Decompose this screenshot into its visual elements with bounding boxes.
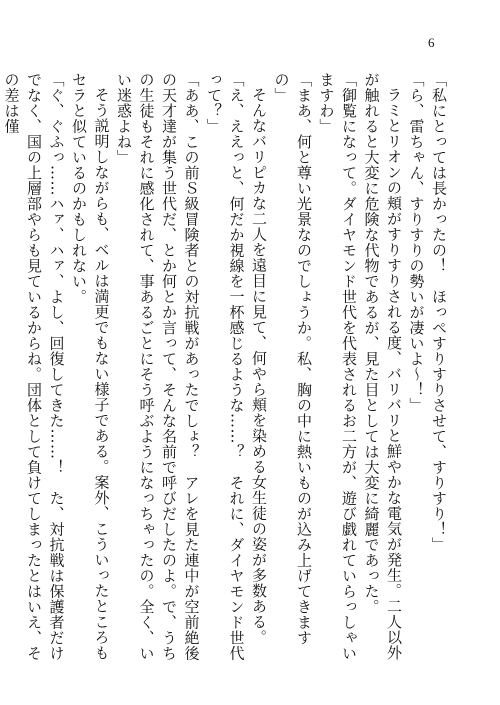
paragraph-3: ラミとリオンの頬がすりすりされる度、バリバリと鮮やかな電気が発生。二人以外が触れると大変に危険な代物であるが、見た目としては大変に綺麗であった。: [362, 72, 403, 661]
paragraph-9: そう説明しながらも、ベルは満更でもない様子である。案外、こういったところもセラと似ているのかもしれない。: [70, 72, 111, 661]
paragraph-8: 「ああ、この前Ｓ級冒険者との対抗戦があったでしょ？ アレを見た連中が空前絶後の天才達が集う世代だ、とか何とか言って、そんな名前で呼びだしたのよ。で、うちの生徒もそれに感化されて、事あるごとにそう呼ぶようになっちゃったの。全く、いい迷惑よね」: [115, 72, 201, 661]
paragraph-2: 「ら、雷ちゃん、すりすりの勢いが凄いよ〜！」: [407, 72, 426, 413]
vertical-text-body: [2, 72, 450, 662]
paragraph-7: 「え、ええっと、何だか視線を一杯感じるような……？ それに、ダイヤモンド世代って？」: [205, 72, 246, 661]
paragraph-10: 「ぐ、ぐふっ……ハァ、ハァ、よし、回復してきた……！ た、対抗戦は保護者だけでなく、国の上層部やらも見ているからね。団体として負けてしまったとはいえ、その差は僅: [2, 72, 66, 661]
paragraph-6: そんなバリピカな二人を遠目に見て、何やら頬を染める女生徒の姿が多数ある。: [250, 87, 268, 645]
paragraph-4: 「御覧になって。ダイヤモンド世代を代表されるお二方が、遊び戯れていらっしゃいますわ」: [317, 72, 358, 661]
page-number: 6: [428, 35, 435, 50]
paragraph-5: 「まあ、何と尊い光景なのでしょうか。私、胸の中に熱いものが込み上げてきますの」: [272, 72, 313, 646]
paragraph-1: 「私にとっては長かったの！ ほっぺすりすりさせて、すりすり！」: [430, 72, 448, 553]
